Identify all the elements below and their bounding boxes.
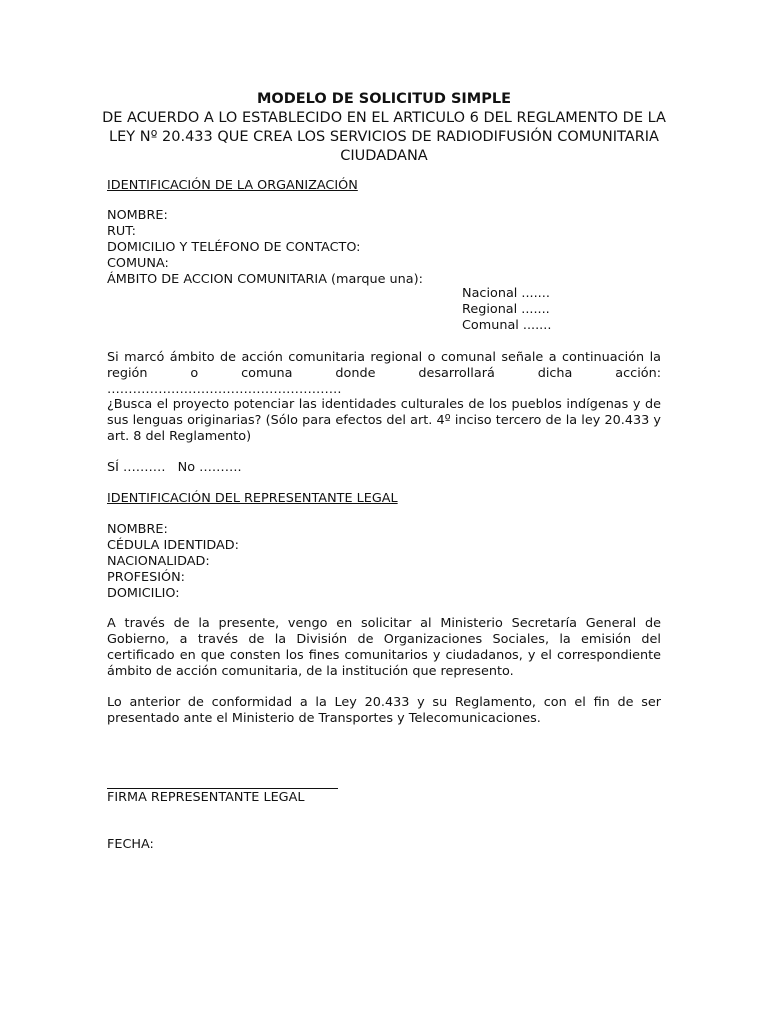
request-paragraph: A través de la presente, vengo en solicitar al Ministerio Secretaría General de Gobierno, a través de la División de Organizaciones Sociales, la emisión del certificado en que consten los fines comunitarios y ciudadanos, y el correspondiente ámbito de acción comunitaria, de la institución que represento. — [107, 616, 661, 679]
scope-options — [462, 286, 551, 334]
org-address-phone-label: DOMICILIO Y TELÉFONO DE CONTACTO: — [107, 240, 361, 255]
org-comuna-label: COMUNA: — [107, 256, 169, 271]
rep-id-label: CÉDULA IDENTIDAD: — [107, 538, 239, 553]
organization-section-heading: IDENTIFICACIÓN DE LA ORGANIZACIÓN — [107, 178, 358, 193]
rep-name-label: NOMBRE: — [107, 522, 168, 537]
conformity-paragraph: Lo anterior de conformidad a la Ley 20.433 y su Reglamento, con el fin de ser presentado ante el Ministerio de Transportes y Telecomunicaciones. — [107, 695, 661, 726]
org-scope-label: ÁMBITO DE ACCION COMUNITARIA (marque una): — [107, 272, 423, 287]
rep-nationality-label: NACIONALIDAD: — [107, 554, 210, 569]
region-paragraph: Si marcó ámbito de acción comunitaria regional o comunal señale a continuación la región o comuna donde desarrollará dicha acción: ………………………………………………. — [107, 350, 661, 397]
document-title: MODELO DE SOLICITUD SIMPLE — [256, 91, 511, 107]
indigenous-question-paragraph: ¿Busca el proyecto potenciar las identidades culturales de los pueblos indígenas y de sus lenguas originarias? (Sólo para efectos del art. 4º inciso tercero de la ley 20.433 y art. 8 del Reglamento) — [107, 397, 661, 444]
document-subtitle-line-1: DE ACUERDO A LO ESTABLECIDO EN EL ARTICULO 6 DEL REGLAMENTO DE LA — [102, 110, 666, 126]
representative-section-heading: IDENTIFICACIÓN DEL REPRESENTANTE LEGAL — [107, 491, 398, 506]
scope-option-nacional: Nacional ....... — [462, 286, 550, 301]
date-label: FECHA: — [107, 837, 154, 852]
document-title-block — [100, 90, 668, 166]
organization-fields — [107, 208, 661, 288]
signature-label: FIRMA REPRESENTANTE LEGAL — [107, 790, 305, 805]
scope-option-regional: Regional ....... — [462, 302, 550, 317]
scope-option-comunal: Comunal ....... — [462, 318, 552, 333]
rep-profession-label: PROFESIÓN: — [107, 570, 185, 585]
org-rut-label: RUT: — [107, 224, 136, 239]
signature-line — [107, 788, 338, 789]
yes-no-line: SÍ ………. No ………. — [107, 460, 242, 475]
document-subtitle-line-3: CIUDADANA — [340, 148, 428, 164]
document-subtitle-line-2: LEY Nº 20.433 QUE CREA LOS SERVICIOS DE RADIODIFUSIÓN COMUNITARIA — [109, 129, 659, 145]
representative-fields — [107, 522, 661, 602]
rep-address-label: DOMICILIO: — [107, 586, 180, 601]
org-name-label: NOMBRE: — [107, 208, 168, 223]
